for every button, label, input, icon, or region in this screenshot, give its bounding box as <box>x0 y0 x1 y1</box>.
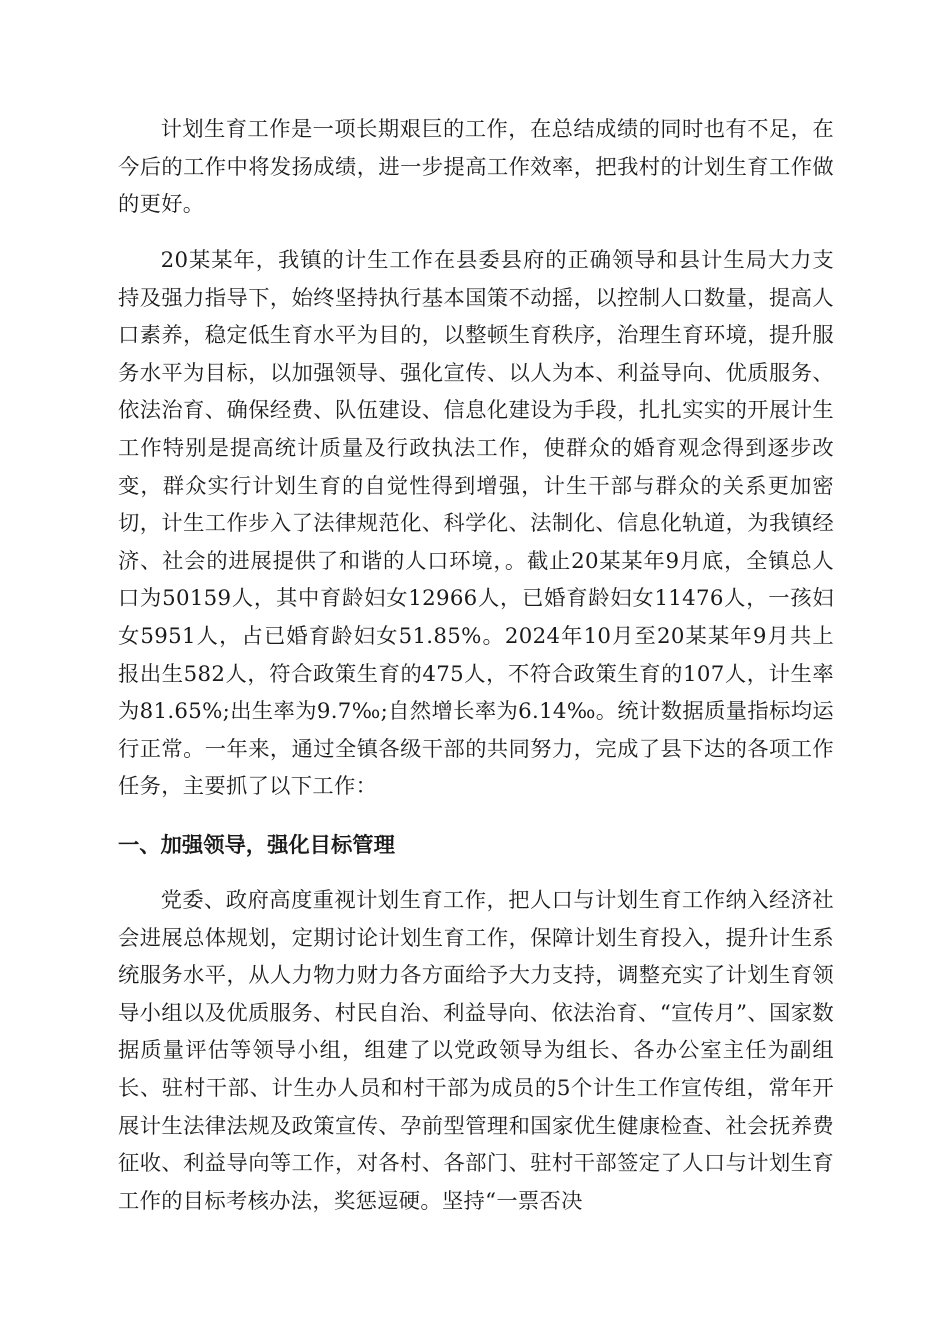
paragraph: 20某某年，我镇的计生工作在县委县府的正确领导和县计生局大力支持及强力指导下，始终坚持执行基本国策不动摇，以控制人口数量，提高人口素养，稳定低生育水平为目的，以整顿生育秩序，治理生育环境，提升服务水平为目标，以加强领导、强化宣传、以人为本、利益导向、优质服务、依法治育、确保经费、队伍建设、信息化建设为手段，扎扎实实的开展计生工作特别是提高统计质量及行政执法工作，使群众的婚育观念得到逐步改变，群众实行计划生育的自觉性得到增强，计生干部与群众的关系更加密切，计生工作步入了法律规范化、科学化、法制化、信息化轨道，为我镇经济、社会的进展提供了和谐的人口环境，。截止20某某年9月底，全镇总人口为50159人，其中育龄妇女12966人，已婚育龄妇女11476人，一孩妇女5951人，占已婚育龄妇女51.85%。2024年10月至20某某年9月共上报出生582人，符合政策生育的475人，不符合政策生育的107人，计生率为81.65%;出生率为9.7‰;自然增长率为6.14‰。统计数据质量指标均运行正常。一年来，通过全镇各级干部的共同努力，完成了县下达的各项工作任务，主要抓了以下工作： <box>118 248 834 800</box>
section-heading: 一、加强领导，强化目标管理 <box>118 833 395 858</box>
paragraph: 党委、政府高度重视计划生育工作，把人口与计划生育工作纳入经济社会进展总体规划，定期讨论计划生育工作，保障计划生育投入，提升计生系统服务水平，从人力物力财力各方面给予大力支持，调整充实了计划生育领导小组以及优质服务、村民自治、利益导向、依法治育、“宣传月”、国家数据质量评估等领导小组，组建了以党政领导为组长、各办公室主任为副组长、驻村干部、计生办人员和村干部为成员的5个计生工作宣传组，常年开展计生法律法规及政策宣传、孕前型管理和国家优生健康检查、社会抚养费征收、利益导向等工作，对各村、各部门、驻村干部签定了人口与计划生育工作的目标考核办法，奖惩逗硬。坚持“一票否决 <box>118 888 834 1214</box>
paragraph: 计划生育工作是一项长期艰巨的工作，在总结成绩的同时也有不足，在今后的工作中将发扬成绩，进一步提高工作效率，把我村的计划生育工作做的更好。 <box>118 117 834 218</box>
